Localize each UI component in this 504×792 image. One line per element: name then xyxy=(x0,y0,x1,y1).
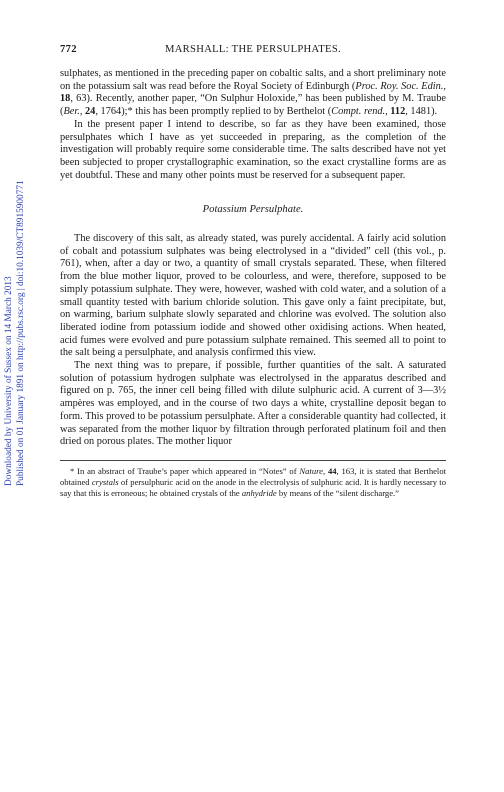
citation-volume: 44 xyxy=(327,465,337,476)
emphasis-text: crystals xyxy=(91,476,119,487)
text-run: , 1481). xyxy=(405,106,438,118)
text-run: sulphates, as mentioned in the preceding paper on cobaltic salts, and a short preliminary note on the potassium salt was read before the Royal Society of Edinburgh ( xyxy=(60,68,446,92)
citation-journal: Proc. Roy. Soc. Edin. xyxy=(355,80,444,92)
page-body xyxy=(60,68,446,498)
paragraph-intro xyxy=(60,68,446,119)
citation-journal: Compt. rend. xyxy=(331,106,386,118)
page-header xyxy=(60,44,446,58)
text-run: by means of the “silent discharge.” xyxy=(276,487,399,498)
emphasis-text: anhydride xyxy=(241,487,277,498)
citation-volume: 24 xyxy=(85,106,96,118)
citation-journal: Nature xyxy=(299,465,323,476)
publication-notice: Published on 01 January 1891 on http://pubs.rsc.org | doi:10.1039/CT8915900771 xyxy=(16,180,26,486)
footnote-divider xyxy=(60,460,446,461)
running-title: MARSHALL: THE PERSULPHATES. xyxy=(165,44,341,55)
section-title: Potassium Persulphate. xyxy=(202,204,304,216)
citation-volume: 112 xyxy=(390,106,406,118)
paragraph-preparation: The next thing was to prepare, if possible, further quantities of the salt. A saturated solution of potassium hydrogen sulphate was electrolysed in the apparatus described and figured on p. 765, the inner cell being filled with dilute sulphuric acid. A current of 3—3½ ampères was employed, and in the course of two days a white, crystalline deposit began to form. This proved to be potassium persulphate. After a considerable quantity had collected, it was separated from the mother liquor by filtration through perforated platinum foil and then dried on porous plates. The mother liquor xyxy=(60,360,446,448)
download-notice: Downloaded by University of Sussex on 14 March 2013 xyxy=(4,276,14,486)
text-run: , 163, it is stated that Berthelot obtained xyxy=(60,465,447,487)
footnote xyxy=(60,466,446,498)
text-run: , xyxy=(322,465,328,476)
paragraph-discovery: The discovery of this salt, as already stated, was purely accidental. A fairly acid solution of cobalt and potassium sulphates was being electrolysed in a “divided” cell (this vol., p. 761), when, after a day or two, a quantity of small crystals separated. These, when filtered from the blue mother liquor, proved to be colourless, and were, therefore, supposed to be simply potassium sulphate. They were, however, washed with cold water, and a solution of a small quantity tested with barium chloride solution. This gave only a faint precipitate, but, on warming, barium sulphate slowly separated and chlorine was evolved. The solution also liberated iodine from potassium iodide and showed other oxidising actions. When heated, acid fumes were evolved and pure potassium sulphate remained. This seemed all to point to the salt being a persulphate, and analysis confirmed this view. xyxy=(60,233,446,359)
citation-journal: Ber. xyxy=(63,106,80,118)
text-run: , xyxy=(79,106,85,118)
text-run: , 1764);* this has been promptly replied to by Berthelot ( xyxy=(95,106,332,118)
page-number: 772 xyxy=(60,44,77,55)
text-run: * In an abstract of Traube’s paper which appeared in “Notes” of xyxy=(70,465,300,476)
citation-volume: 18 xyxy=(60,93,71,105)
text-run: , 63). Recently, another paper, “On Sulphur Holoxide,” has been published by M. Traube ( xyxy=(60,93,446,118)
text-run: of persulphuric acid on the anode in the electrolysis of sulphuric acid. It is hardly necessary to say that this is erroneous; he obtained crystals of the xyxy=(60,476,446,498)
text-run: , xyxy=(385,106,391,118)
text-run: , xyxy=(443,80,446,92)
paragraph-scope: In the present paper I intend to describe, so far as they have been examined, those persulphates which I have as yet succeeded in preparing, as the completion of the investigation will probably require some considerable time. The salts described have not yet been subjected to proper crystallographic examination, so the exact crystalline forms are as yet doubtful. These and many other points must be reserved for a subsequent paper. xyxy=(60,118,446,181)
